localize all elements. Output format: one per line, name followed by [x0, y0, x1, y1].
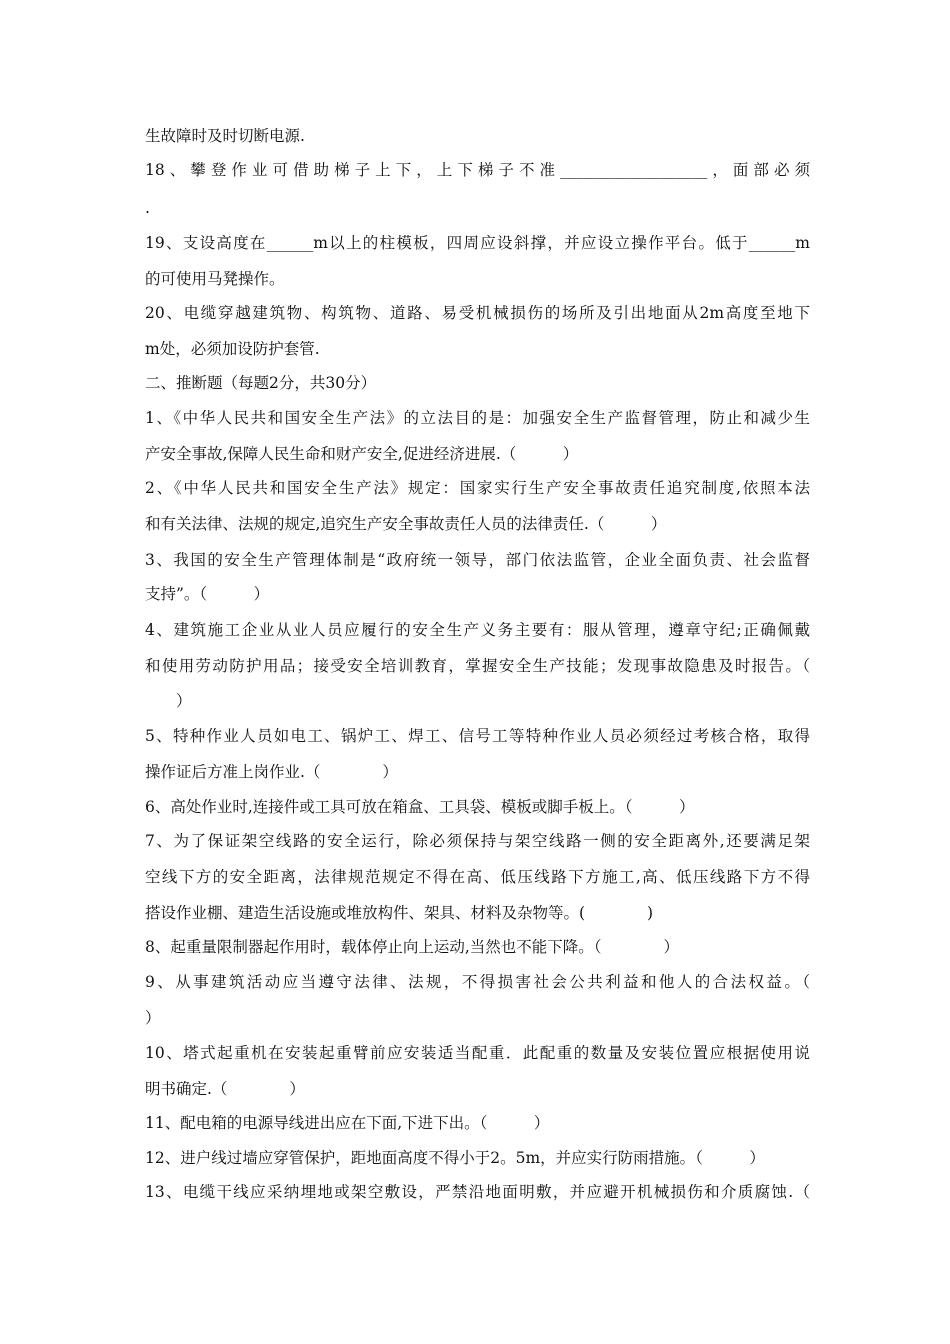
judgment-6: 6、高处作业时,连接件或工具可放在箱盒、工具袋、模板或脚手板上。（ ）	[145, 798, 695, 816]
judgment-8: 8、起重量限制器起作用时，载体停止向上运动,当然也不能下降。（ ）	[145, 938, 680, 956]
judgment-1: 1、《中华人民共和国安全生产法》的立法目的是：加强安全生产监督管理，防止和减少生	[145, 409, 810, 427]
text-line: 搭设作业棚、建造生活设施或堆放构件、架具、材料及杂物等。( )	[145, 904, 654, 922]
judgment-2: 2、《中华人民共和国安全生产法》规定：国家实行生产安全事故责任追究制度,依照本法	[145, 479, 810, 497]
text-line: 支持”。（ ）	[145, 585, 270, 603]
text-line: 空线下方的安全距离，法律规范规定不得在高、低压线路下方施工,高、低压线路下方不得	[145, 868, 810, 886]
text-line: 和使用劳动防护用品；接受安全培训教育，掌握安全生产技能；发现事故隐患及时报告。（	[145, 657, 810, 675]
judgment-11: 11、配电箱的电源导线进出应在下面,下进下出。（ ）	[145, 1114, 550, 1132]
judgment-7: 7、为了保证架空线路的安全运行，除必须保持与架空线路一侧的安全距离外,还要满足架	[145, 832, 810, 850]
judgment-9: 9、从事建筑活动应当遵守法律、法规，不得损害社会公共利益和他人的合法权益。（	[145, 973, 810, 991]
judgment-5: 5、特种作业人员如电工、锅炉工、焊工、信号工等特种作业人员必须经过考核合格，取得	[145, 727, 810, 745]
question-19: 19、支设高度在______m以上的柱模板，四周应设斜撑，并应设立操作平台。低于______m	[145, 234, 810, 252]
text-line: 操作证后方准上岗作业.（ ）	[145, 763, 398, 781]
text-line: ）	[145, 692, 192, 710]
text-line: 和有关法律、法规的规定,追究生产安全事故责任人员的法律责任.（ ）	[145, 515, 667, 533]
judgment-13: 13、电缆干线应采纳埋地或架空敷设，严禁沿地面明敷，并应避开机械损伤和介质腐蚀.（	[145, 1183, 810, 1201]
text-line: 产安全事故,保障人民生命和财产安全,促进经济进展.（ ）	[145, 445, 579, 463]
text-line: 的可使用马凳操作。	[145, 270, 285, 288]
question-20: 20、电缆穿越建筑物、构筑物、道路、易受机械损伤的场所及引出地面从2m高度至地下	[145, 304, 810, 322]
text-line: 明书确定.（ ）	[145, 1080, 305, 1098]
text-line: .	[145, 199, 150, 217]
text-line: ）	[145, 1009, 161, 1027]
judgment-3: 3、我国的安全生产管理体制是“政府统一领导，部门依法监管，企业全面负责、社会监督	[145, 551, 810, 569]
text-line: m处，必须加设防护套管.	[145, 340, 320, 358]
section-heading: 二、推断题（每题2分，共30分）	[145, 374, 377, 392]
judgment-10: 10、塔式起重机在安装起重臂前应安装适当配重．此配重的数量及安装位置应根据使用说	[145, 1044, 810, 1062]
text-line: 生故障时及时切断电源.	[145, 127, 305, 145]
question-18: 18、攀登作业可借助梯子上下，上下梯子不准___________________，面部必须	[145, 161, 810, 179]
judgment-4: 4、建筑施工企业从业人员应履行的安全生产义务主要有：服从管理，遵章守纪;正确佩戴	[145, 621, 810, 639]
judgment-12: 12、进户线过墙应穿管保护，距地面高度不得小于2。5m，并应实行防雨措施。（ ）	[145, 1149, 765, 1167]
